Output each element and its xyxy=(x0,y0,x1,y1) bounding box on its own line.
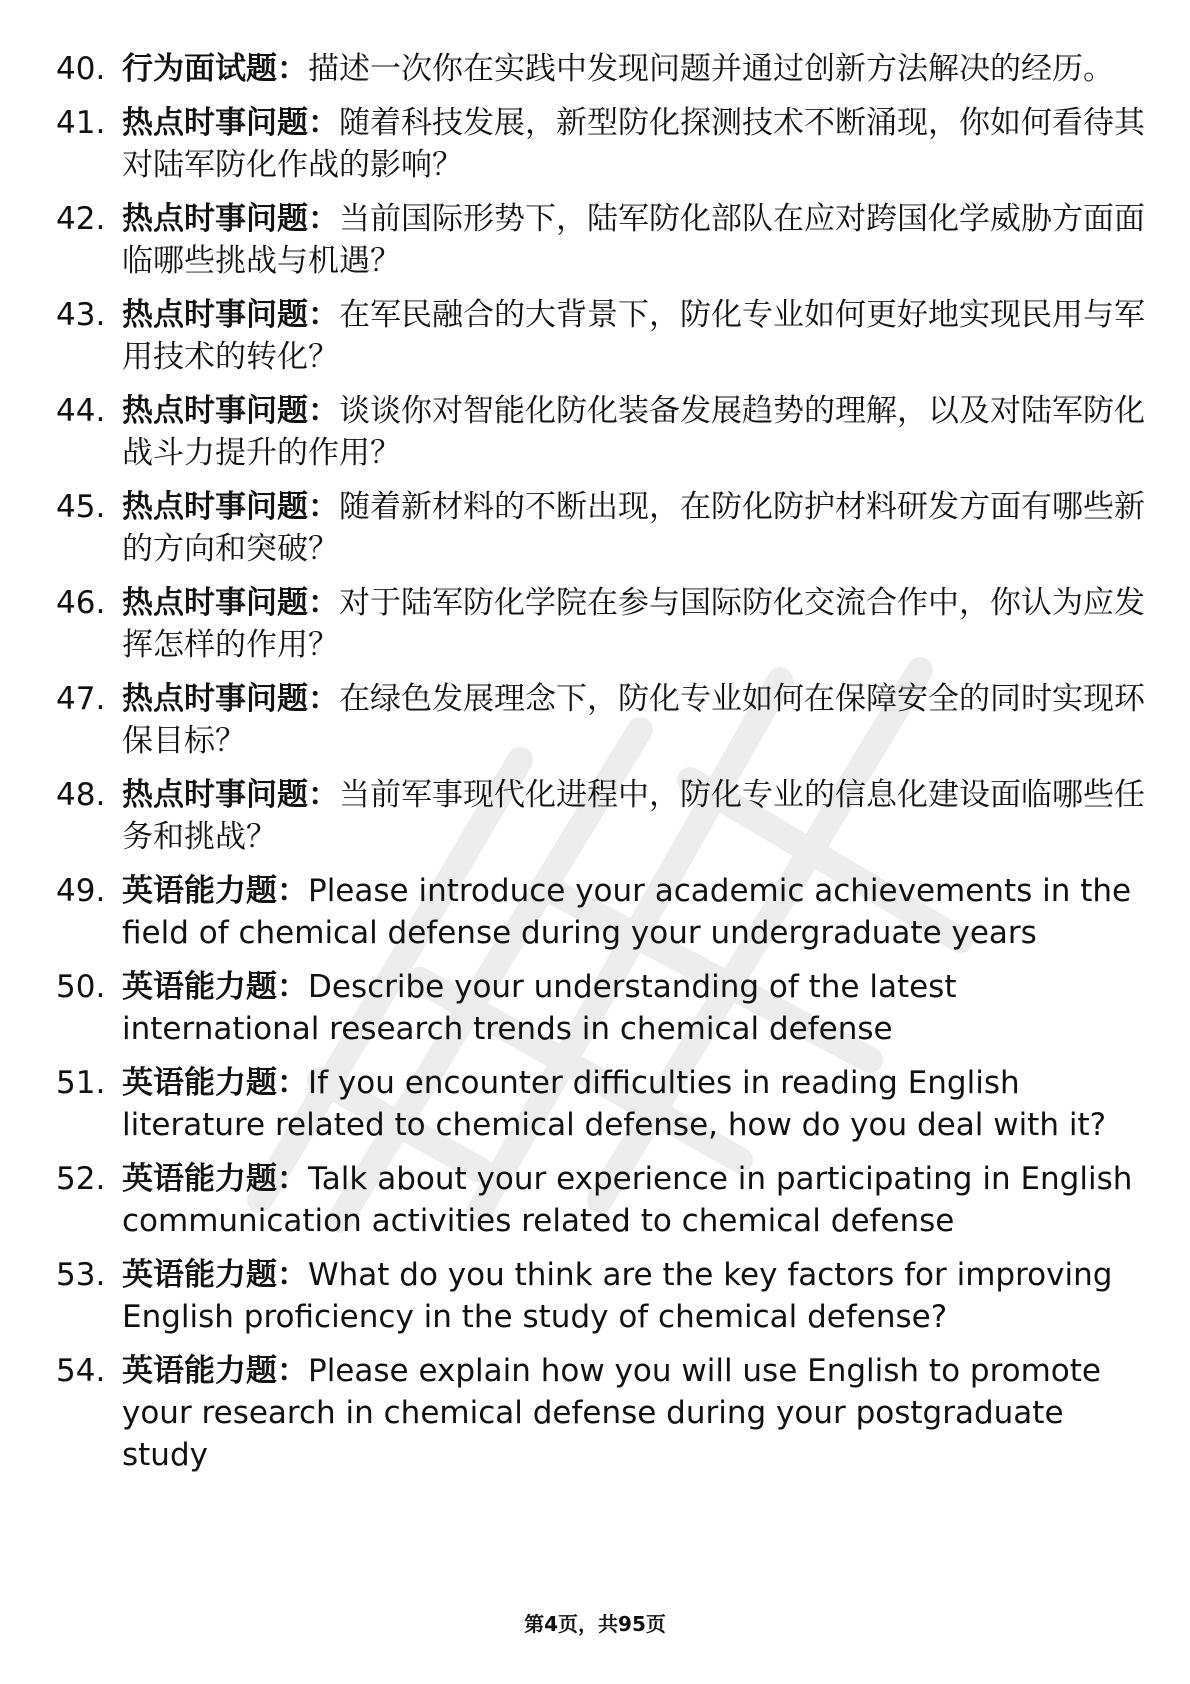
question-text: 当前国际形势下，陆军防化部队在应对跨国化学威胁方面面临哪些挑战与机遇？ xyxy=(122,201,1145,279)
question-body xyxy=(122,1158,1146,1242)
question-text: 当前军事现代化进程中，防化专业的信息化建设面临哪些任务和挑战？ xyxy=(122,777,1145,855)
question-category: 热点时事问题： xyxy=(122,681,339,717)
question-number: 45. xyxy=(56,489,106,525)
question-number: 48. xyxy=(56,777,106,813)
question-text: 对于陆军防化学院在参与国际防化交流合作中，你认为应发挥怎样的作用？ xyxy=(122,585,1145,663)
question-item xyxy=(56,1254,1146,1338)
question-body xyxy=(122,48,1146,90)
question-category: 热点时事问题： xyxy=(122,105,339,141)
question-category: 英语能力题： xyxy=(122,1353,308,1389)
question-category: 英语能力题： xyxy=(122,1065,308,1101)
question-body xyxy=(122,870,1146,954)
question-number: 46. xyxy=(56,585,106,621)
question-number: 40. xyxy=(56,51,106,87)
question-item xyxy=(56,678,1146,762)
question-item xyxy=(56,582,1146,666)
question-category: 热点时事问题： xyxy=(122,585,339,621)
question-item xyxy=(56,198,1146,282)
question-body xyxy=(122,1254,1146,1338)
question-text: 谈谈你对智能化防化装备发展趋势的理解，以及对陆军防化战斗力提升的作用？ xyxy=(122,393,1145,471)
question-number: 53. xyxy=(56,1257,106,1293)
question-item xyxy=(56,102,1146,186)
question-number: 52. xyxy=(56,1161,106,1197)
question-text: Please explain how you will use English to promote your research in chemical defense during your postgraduate study xyxy=(122,1353,1101,1473)
question-text: Describe your understanding of the latest international research trends in chemical defense xyxy=(122,969,957,1047)
question-text: 描述一次你在实践中发现问题并通过创新方法解决的经历。 xyxy=(308,51,1114,87)
question-number: 43. xyxy=(56,297,106,333)
question-item xyxy=(56,294,1146,378)
question-text: 随着新材料的不断出现，在防化防护材料研发方面有哪些新的方向和突破？ xyxy=(122,489,1145,567)
question-item xyxy=(56,774,1146,858)
question-list xyxy=(56,48,1146,1488)
page-footer: 第4页，共95页 xyxy=(524,1612,666,1636)
question-body xyxy=(122,1062,1146,1146)
question-text: 在军民融合的大背景下，防化专业如何更好地实现民用与军用技术的转化？ xyxy=(122,297,1145,375)
question-category: 英语能力题： xyxy=(122,969,308,1005)
question-item xyxy=(56,870,1146,954)
question-number: 50. xyxy=(56,969,106,1005)
question-text: What do you think are the key factors for improving English proficiency in the study of chemical defense? xyxy=(122,1257,1113,1335)
question-category: 行为面试题： xyxy=(122,51,308,87)
question-text: 在绿色发展理念下，防化专业如何在保障安全的同时实现环保目标？ xyxy=(122,681,1145,759)
question-item xyxy=(56,48,1146,90)
question-body xyxy=(122,294,1146,378)
question-body xyxy=(122,102,1146,186)
question-text: Talk about your experience in participating in English communication activities related to chemical defense xyxy=(122,1161,1133,1239)
question-category: 热点时事问题： xyxy=(122,297,339,333)
question-number: 47. xyxy=(56,681,106,717)
question-category: 热点时事问题： xyxy=(122,201,339,237)
question-number: 49. xyxy=(56,873,106,909)
question-body xyxy=(122,198,1146,282)
question-body xyxy=(122,966,1146,1050)
question-number: 42. xyxy=(56,201,106,237)
question-body xyxy=(122,486,1146,570)
question-item xyxy=(56,1350,1146,1476)
question-category: 热点时事问题： xyxy=(122,777,339,813)
question-item xyxy=(56,1158,1146,1242)
question-category: 英语能力题： xyxy=(122,1257,308,1293)
question-number: 54. xyxy=(56,1353,106,1389)
question-text: If you encounter difficulties in reading English literature related to chemical defense, how do you deal with it? xyxy=(122,1065,1107,1143)
question-number: 51. xyxy=(56,1065,106,1101)
question-body xyxy=(122,582,1146,666)
question-body xyxy=(122,390,1146,474)
question-number: 44. xyxy=(56,393,106,429)
question-item xyxy=(56,1062,1146,1146)
question-item xyxy=(56,390,1146,474)
question-category: 英语能力题： xyxy=(122,873,308,909)
question-category: 英语能力题： xyxy=(122,1161,308,1197)
question-number: 41. xyxy=(56,105,106,141)
question-body xyxy=(122,774,1146,858)
question-text: 随着科技发展，新型防化探测技术不断涌现，你如何看待其对陆军防化作战的影响？ xyxy=(122,105,1145,183)
question-item xyxy=(56,966,1146,1050)
question-category: 热点时事问题： xyxy=(122,393,339,429)
question-body xyxy=(122,678,1146,762)
question-category: 热点时事问题： xyxy=(122,489,339,525)
question-body xyxy=(122,1350,1146,1476)
question-text: Please introduce your academic achievements in the field of chemical defense during your undergraduate years xyxy=(122,873,1132,951)
question-item xyxy=(56,486,1146,570)
